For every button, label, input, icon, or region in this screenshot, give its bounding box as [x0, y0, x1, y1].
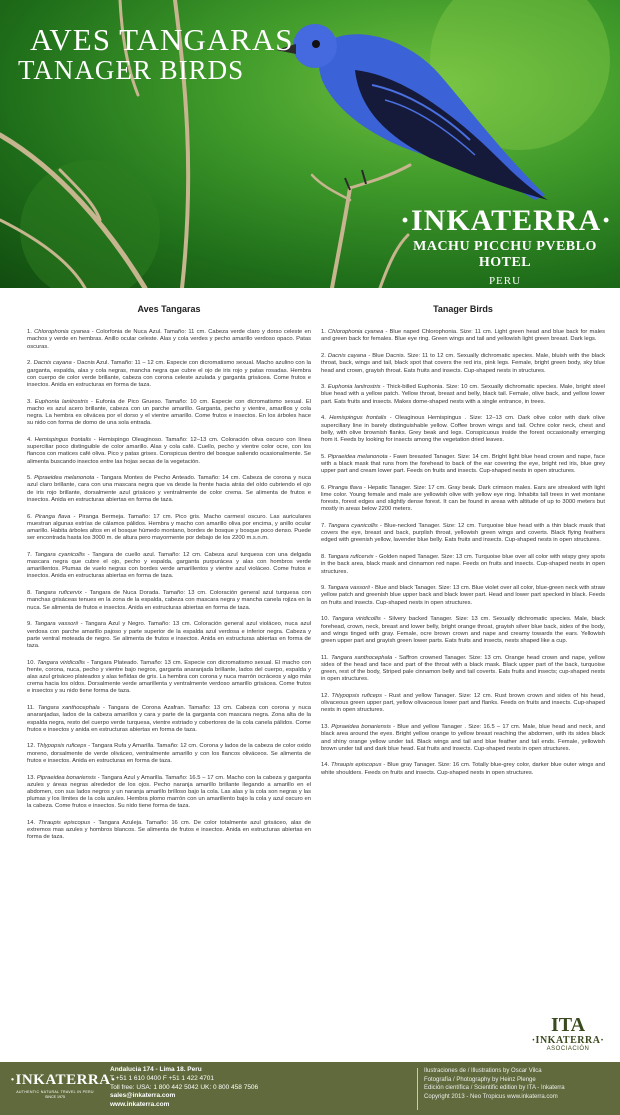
species-description: - Blue naped Chlorophonia. Size: 11 cm. Light green head and blue back for males and green back for females. Blue eye ring. Green wings and tail and yellowish light green breast. Dark legs.: [321, 329, 605, 343]
entry-number: 4.: [27, 436, 32, 443]
species-description: - Tangara Azul y Negro. Tamaño: 13 cm. Coloración general azul violáceo, nuca azul verdosa con parche amarillo pajoso y parte superior de la espalda azul verdosa e inferior negra. Cabeza y parte ventral moteada de negro. Se alimenta de frutos e insectos. Anida en estructuras abiertas en forma de taza.: [27, 621, 311, 649]
species-description: - Blue and black Tanager. Size: 13 cm. Blue violet over all color, blue-green neck with straw yellow patch and greenish blue upper back and black lower part. Head and lower part specked in black. Feeds on fruits and insects. Cup-shaped nests in open structures.: [321, 585, 605, 606]
species-scientific-name: Chlorophonia cyanea: [328, 329, 384, 336]
species-description: - Thick-billed Euphonia. Size: 10 cm. Sexually dichromatic species. Male, bright steel blue head with a yellow patch. Yellow throat, breast and belly, black tail. Female, olive back, and yellow lower part. Eats fruits and insects. Makes dome-shaped nests with a single entrance, in trees.: [321, 384, 605, 405]
species-list-english: [321, 329, 605, 777]
species-scientific-name: Tangara vassorii: [327, 585, 370, 592]
species-description: - Tangara de Nuca Dorada. Tamaño: 13 cm. Coloración general azul turquesa con manchas grisáceas tenues en la zona de la espalda, cabeza con mascara negra y mancha canela rojiza en la nuca. Se alimenta de frutos e insectos. Anida en estructuras abiertas en forma de taza.: [27, 590, 311, 611]
footer-email-link[interactable]: sales@inkaterra.com: [110, 1092, 176, 1100]
species-scientific-name: Tangara ruficervix: [34, 590, 82, 597]
species-scientific-name: Pipraeidea melanonota: [34, 475, 95, 482]
species-description: - Eufonia de Pico Grueso. Tamaño: 10 cm. Especie con dicromatismo sexual. El macho es azul acero brillante, cabeza con un parche amarillo. Garganta, pecho y vientre, amarillos y cola negra. La hembra es olivácea por el dorso y el vientre amarillo. Come frutos e insectos. En los árboles hace su nido con forma de domo de una sola entrada.: [27, 398, 312, 427]
hero-title-en: TANAGER BIRDS: [18, 55, 245, 85]
hotel-brand: [400, 204, 613, 287]
ita-brand-text: ·INKATERRA·: [531, 1035, 605, 1046]
footer-contact: [110, 1066, 258, 1110]
species-entry: [321, 585, 605, 607]
species-scientific-name: Piranga flava: [34, 513, 71, 520]
footer: [0, 1062, 620, 1115]
bokeh-dark: [20, 160, 160, 288]
ita-association-logo: [528, 1015, 608, 1052]
species-description: - Hemispingo Oleaginoso. Tamaño: 12–13 cm. Coloración oliva oscuro con línea superciliar poco distinguible de color amarillo. Alas y cola café. Cuello, pecho y vientre color ocre, con los flancos con matices café oliva. Pico y patas grises. Conspicua dentro del bosque saliendo ocasionalmente. Se alimenta buscando insectos entre las hojas secas de la vegetación.: [27, 436, 311, 465]
brand-country: PERU: [488, 275, 522, 287]
entry-number: 3.: [321, 384, 326, 391]
footer-phone: T +51 1 610 0400 F +51 1 422 4701: [110, 1074, 214, 1082]
species-scientific-name: Thlypopsis ruficeps: [331, 693, 382, 700]
species-scientific-name: Pipraeidea bonariensis: [36, 774, 96, 781]
footer-tollfree: Toll free: USA: 1 800 442 5042 UK: 0 800 458 7506: [110, 1083, 259, 1091]
species-description: - Tangara Rufa y Amarilla. Tamaño: 12 cm. Corona y lados de la cabeza de color oxido moreno, dorsalmente de verde oliváceo, ventralmente amarillo y con los flancos oliváceos. Se alimenta de frutos e insectos. Anida en estructuras en forma de taza.: [27, 743, 311, 764]
footer-logo-since: SINCE 1975: [45, 1095, 65, 1099]
species-entry: [27, 399, 311, 428]
species-list-spanish: [27, 329, 311, 841]
species-description: - Dacnis Azul. Tamaño: 11 – 12 cm. Especie con dicromatismo sexual. Macho azulino con la garganta, espalda, alas y cola negras, mancha negra que cubre el ojo de iris rojo y patas rosadas. Hembra con cuerpo de color verde brillante, cabeza con corona celeste azulada y garganta grisácea. Come frutos e insectos. Anida en estructuras en forma de taza.: [27, 360, 311, 388]
species-entry: [27, 590, 311, 612]
entry-number: 10.: [321, 616, 330, 623]
footer-address: Andalucia 174 - Lima 18. Peru: [110, 1066, 202, 1073]
entry-number: 7.: [27, 551, 32, 558]
entry-number: 10.: [27, 659, 36, 666]
entry-number: 6.: [27, 513, 32, 520]
entry-number: 9.: [27, 621, 32, 628]
species-scientific-name: Piranga flava: [327, 484, 362, 491]
species-description: - Hepatic Tanager. Size: 17 cm. Gray beak. Dark crimson males. Ears are streaked with light lime color. Young female and male are yellowish olive with yellow eye ring. Inhabits tall trees in wet montane forests, forest edges and slightly dense forest. It can be found in areas with altitude of up to 3000 meters but mostly in areas below 2200 meters.: [321, 484, 605, 513]
species-scientific-name: Euphonia laniirostris: [327, 384, 381, 391]
column-title-spanish: Aves Tangaras: [137, 304, 201, 314]
species-description: - Tangara Montes de Pecho Anteado. Tamaño: 14 cm. Cabeza de corona y nuca azul claro brillante, cara con una mascara negra que va desde la frente hacia atrás del oído cubriendo el ojo de iris rojo brillante, dorsalmente azul grisáceo y ventralmente de color crema. Se alimenta de frutos e insectos. Anida en estructuras abiertas en forma de taza.: [27, 475, 311, 503]
entry-number: 12.: [27, 743, 36, 750]
credit-scientific-edition: Edición científica / Scientific edition by ITA - Inkaterra: [424, 1085, 565, 1092]
entry-number: 14.: [321, 762, 330, 769]
brand-logo-text: ·INKATERRA·: [400, 204, 613, 237]
credit-photography: Fotografía / Photography by Heinz Plenge: [424, 1076, 536, 1083]
entry-number: 1.: [27, 329, 32, 336]
species-scientific-name: Thlypopsis ruficeps: [36, 743, 87, 750]
species-scientific-name: Dacnis cayana: [327, 353, 367, 360]
species-description: - Blue gray Tanager. Size: 16 cm. Totally blue-grey color, darker blue outer wings and white shoulders. Feeds on fruits and insects. Cup-shaped nests in open structures.: [321, 762, 605, 776]
species-entry: [27, 360, 311, 389]
species-entry: [321, 485, 605, 514]
species-entry: [27, 552, 311, 581]
species-scientific-name: Pipraeidea bonariensis: [331, 724, 391, 731]
species-description: - Blue and yellow Tanager . Size: 16.5 – 17 cm. Male, blue head and neck, and black area around the eyes. Bright yellow orange to yellow breast reaching the abdomen, with its sides black and shiny orange yellow under tail. Black wings and tail and blue feather and tail ends. Female, yellowish brown under tail and dark blue head. Eat fruits and insects. Cup-shaped nests in open structures.: [321, 724, 605, 752]
entry-number: 2.: [321, 353, 326, 360]
species-entry: [321, 655, 605, 684]
species-entry: [27, 329, 311, 351]
species-entry: [27, 621, 311, 650]
species-description: - Silvery backed Tanager. Size: 13 cm. Sexually dichromatic species. Male, black forehead, crown, neck, breast and lower belly, bright orange throat, grayish silver blue back, sides of the body, and wings tinged with gray. Female, ocre brown crown and nape and creamy towards the ears. Yellowish green upper part and grayish green lower parts. Eats fruits and insects, nests shaped like a cup.: [321, 616, 605, 644]
ita-association-label: ASOCIACIÓN: [546, 1046, 590, 1052]
species-description: - Fawn breasted Tanager. Size: 14 cm. Bright light blue head crown and nape, face with a black mask that runs from the forehead to back of the ear covering the eye, bright red iris, blue grey upper part and cream lower part. Feeds on fruits and insects. Cup-shaped nests in open structures.: [321, 453, 605, 475]
species-entry: [321, 454, 605, 476]
species-entry: [321, 329, 605, 343]
species-entry: [27, 437, 311, 466]
species-scientific-name: Tangara ruficervix: [327, 554, 374, 561]
species-entry: [321, 415, 605, 444]
entry-number: 12.: [321, 693, 330, 700]
species-scientific-name: Euphonia laniirostris: [34, 398, 89, 405]
species-scientific-name: Tangara cyanicollis: [34, 551, 85, 558]
entry-number: 3.: [27, 398, 32, 405]
species-scientific-name: Tangara viridicollis: [331, 616, 381, 623]
entry-number: 1.: [321, 329, 326, 336]
hero-banner: [0, 0, 620, 288]
entry-number: 13.: [27, 774, 36, 781]
species-description: - Piranga Bermeja. Tamaño: 17 cm. Pico gris. Macho carmesí oscuro. Las auriculares muestran algunas estrías de cálamos pálidos. Hembra y macho con amarillo oliva por encima, y anillo ocular amarillo. Habita árboles altos en el bosque húmedo montano, bordes de bosque y bosque poco denso. Puede ser encontrada hasta los 3000 m. de altura pero mayormente por debajo de los 2200 m.s.n.m.: [27, 513, 311, 542]
species-description: - Oleaginous Hemispingus . Size: 12–13 cm. Dark olive color with dark olive superciliary line in barely distinguishable yellow. Coffee brown wings and tail. Ochre color neck, chest and belly, with olive brownish flanks. Grey beak and legs. Conspicuous inside the forest occasionally emerging from it. Feeds by looking for insects among the vegetation dried leaves.: [321, 415, 605, 443]
footer-web-link[interactable]: www.inkaterra.com: [110, 1101, 170, 1109]
entry-number: 4.: [321, 415, 326, 422]
species-entry: [321, 724, 605, 753]
species-description: - Tangara Azuleja. Tamaño: 16 cm. De color totalmente azul grisáceo, alas de extremos mas azules y hombros blancos. Se alimenta de frutos e insectos. Anida en estructuras abiertas en forma de taza.: [27, 820, 311, 841]
species-scientific-name: Tangara vassorii: [34, 621, 78, 628]
species-scientific-name: Thraupis episcopus: [38, 820, 91, 827]
entry-number: 13.: [321, 724, 330, 731]
footer-divider: [417, 1068, 418, 1110]
ita-text: ITA: [550, 1014, 586, 1036]
species-description: - Tangara de cuello azul. Tamaño: 12 cm. Cabeza azul turquesa con una delgada mascara negra que cubre el ojo, pecho y espalda, garganta purpurácea y alas con hombros verde amarillentos. Plumas de vuelo negras con bordes verde amarillentos y vientre azul violáceo. Come frutos e insectos. Anida en estructuras abiertas en forma de taza.: [27, 551, 311, 580]
entry-number: 7.: [321, 523, 326, 530]
brand-hotel-name: MACHU PICCHU PVEBLO HOTEL: [413, 239, 597, 270]
species-entry: [321, 693, 605, 715]
species-scientific-name: Tangara viridicollis: [37, 659, 85, 666]
species-entry: [321, 353, 605, 375]
species-scientific-name: Tangara xanthocephala: [331, 654, 393, 661]
species-description: - Golden naped Tanager. Size: 13 cm. Turquoise blue over all color with wispy grey spots in the back area, black mask and cinnamon red nape. Feeds on fruits and insects. Cup-shaped nests in open structures.: [321, 554, 605, 575]
species-entry: [321, 616, 605, 645]
footer-logo: [10, 1072, 117, 1099]
entry-number: 9.: [321, 585, 326, 592]
entry-number: 11.: [321, 654, 329, 661]
column-title-english: Tanager Birds: [433, 304, 493, 314]
species-entry: [27, 743, 311, 765]
entry-number: 8.: [27, 590, 32, 597]
copyright-text: Copyright 2013 - Neo Tropicus www.inkaterra.com: [424, 1093, 558, 1100]
entry-number: 8.: [321, 554, 326, 561]
species-entry: [27, 775, 311, 811]
species-entry: [27, 820, 311, 842]
species-description: - Blue-necked Tanager. Size: 12 cm. Turquoise blue head with a thin black mask that covers the eye, breast and back, purplish throat, yellowish green wings and coverts. Black flying feathers edged with greenish yellow, lavender blue belly. Eats fruits and insects. Cup-shaped nests in open structures.: [321, 523, 605, 544]
footer-logo-name: ·INKATERRA·: [10, 1072, 117, 1088]
species-description: - Saffron crowned Tanager. Size: 13 cm. Orange head crown and nape, yellow sides of the head and face and part of the throat with a black mask. Black upper part of the back, turquoise green, rest of the body, Striped pale cinnamon belly and tail coverts. Eats fruits and insects; cup-shaped nests in open structures.: [321, 654, 605, 683]
footer-logo-tagline: AUTHENTIC NATURAL TRAVEL IN PERU: [16, 1090, 94, 1094]
entry-number: 2.: [27, 360, 32, 367]
species-entry: [321, 554, 605, 576]
species-entry: [27, 705, 311, 734]
species-entry: [27, 514, 311, 543]
species-scientific-name: Thraupis episcopus: [330, 762, 382, 769]
entry-number: 5.: [27, 475, 32, 482]
species-scientific-name: Tangara cyanicollis: [328, 523, 378, 530]
species-entry: [27, 660, 311, 696]
species-scientific-name: Dacnis cayana: [33, 360, 72, 367]
species-entry: [321, 762, 605, 776]
species-description: - Tangara de Corona Azafran. Tamaño: 13 cm. Cabeza con corona y nuca anaranjadas, lados de la cabeza amarillos y cara y parte de la garganta con mascara negra. Zona alta de la espalda negra, resto del cuerpo verde turquesa, vientre estriado y cobertores de la cola canela pálidos. Come frutos e insectos y anida en estructuras abiertas en forma de taza.: [27, 705, 311, 733]
species-description: - Blue Dacnis. Size: 11 to 12 cm. Sexually dichromatic species. Male, bluish with the black throat, back, wings and tail, black spot that covers the red iris, pink legs. Female, bright green body, sky blue head and crown, grayish throat. Eats fruits and insects. Cup-shaped nests in structures.: [321, 353, 605, 374]
footer-credits: [424, 1067, 565, 1101]
species-scientific-name: Chlorophonia cyanea: [34, 329, 90, 336]
species-scientific-name: Hemispingus frontalis: [34, 436, 92, 443]
species-description: - Colorfonia de Nuca Azul. Tamaño: 11 cm. Cabeza verde claro y dorso celeste en machos y verde en hembras. Anillo ocular celeste. Alas y cola verdes y pecho amarillo verdoso opaco. Patas oscuras.: [27, 329, 311, 350]
species-entry: [321, 384, 605, 406]
column-spanish: [27, 300, 311, 851]
species-description: - Tangara Azul y Amarilla. Tamaño: 16.5 – 17 cm. Macho con la cabeza y garganta azules y áreas negras alrededor de los ojos. Pecho naranja amarillo brillante llegando a amarillo en el abdomen, con sus lados negros y un naranja amarillo brilloso bajo la cola. Las alas y la cola son negras y las plumas y los límites de la cola azules. Hembra plomo marrón con un amarillento bajo la cola y azul oscuro en la cabeza. Come frutos e insectos. Su nido tiene forma de taza.: [27, 774, 311, 810]
entry-number: 6.: [321, 484, 326, 491]
column-english: [321, 300, 605, 786]
species-description: - Rust and yellow Tanager. Size: 12 cm. Rust brown crown and sides of his head, olivaceous green upper part, yellow olivaceous lower part and flanks. Feeds on fruits and insects. Cup-shaped nests in open structures.: [321, 693, 605, 714]
species-entry: [321, 523, 605, 545]
entry-number: 5.: [321, 453, 326, 460]
entry-number: 11.: [27, 705, 35, 712]
species-scientific-name: Pipraeidea melanonota: [327, 453, 388, 460]
credit-illustrations: Ilustraciones de / Illustrations by Oscar Vilca: [424, 1068, 542, 1074]
entry-number: 14.: [27, 820, 36, 827]
hero-title-es: AVES TANGARAS: [30, 22, 294, 57]
species-entry: [27, 475, 311, 504]
species-scientific-name: Tangara xanthocephala: [37, 705, 100, 712]
species-description: - Tangara Plateado. Tamaño: 13 cm. Especie con dicromatismo sexual. El macho con frente, corona, nuca, pecho y vientre bajo negros, garganta anaranjada brillante, lados del cuerpo, espalda y alas azul grisáceo plateados y alas teñidas de gris. La hembra con corona y nuca marrón ocráceos y algo más crema hacia los oídos. Dorsalmente verde amarillenta y ventralmente verdoso amarillo grisácea. Come frutos e insectos y su nido tiene forma de taza.: [27, 659, 311, 695]
species-scientific-name: Hemispingus frontalis: [329, 415, 387, 422]
